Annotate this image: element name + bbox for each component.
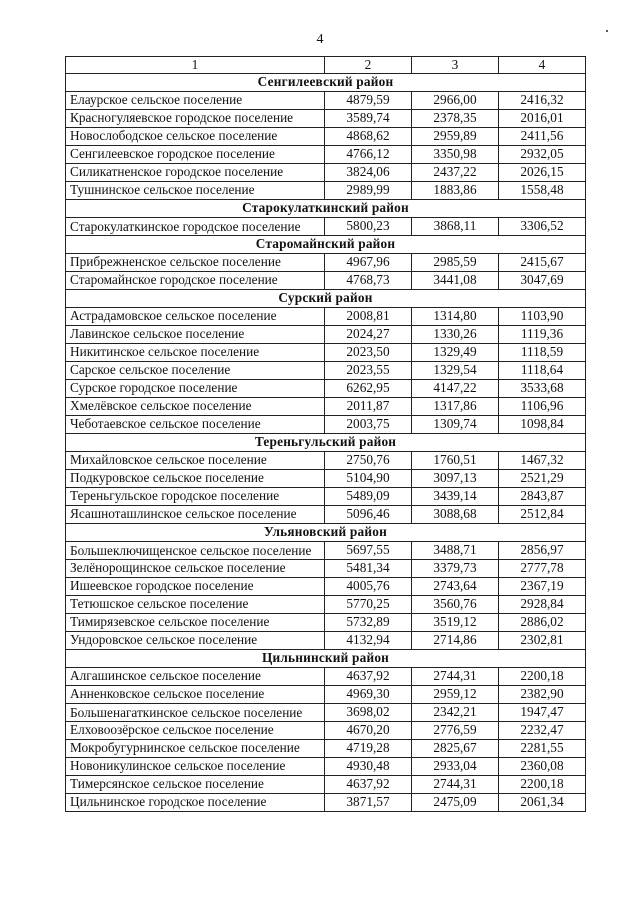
value-col-4-cell: 1558,48 xyxy=(499,182,586,200)
value-col-4-cell: 2281,55 xyxy=(499,740,586,758)
value-col-2-cell: 3871,57 xyxy=(325,794,412,812)
table-row xyxy=(66,452,586,470)
settlement-name-cell: Новоникулинское сельское поселение xyxy=(66,758,325,776)
value-col-4-cell: 1118,59 xyxy=(499,344,586,362)
table-row xyxy=(66,182,586,200)
table-row xyxy=(66,686,586,704)
value-col-2-cell: 4868,62 xyxy=(325,128,412,146)
value-col-4-cell: 2016,01 xyxy=(499,110,586,128)
value-col-3-cell: 2342,21 xyxy=(412,704,499,722)
value-col-2-cell: 4879,59 xyxy=(325,92,412,110)
value-col-4-cell: 2512,84 xyxy=(499,506,586,524)
section-title: Сенгилеевский район xyxy=(66,74,586,92)
settlement-name-cell: Цильнинское городское поселение xyxy=(66,794,325,812)
table-row xyxy=(66,488,586,506)
value-col-2-cell: 5770,25 xyxy=(325,596,412,614)
value-col-3-cell: 1883,86 xyxy=(412,182,499,200)
table-row xyxy=(66,218,586,236)
table-row xyxy=(66,740,586,758)
value-col-3-cell: 3097,13 xyxy=(412,470,499,488)
section-header-row xyxy=(66,200,586,218)
section-title: Старокулаткинский район xyxy=(66,200,586,218)
table-row xyxy=(66,92,586,110)
table-row xyxy=(66,470,586,488)
value-col-4-cell: 2232,47 xyxy=(499,722,586,740)
value-col-3-cell: 2714,86 xyxy=(412,632,499,650)
value-col-2-cell: 4967,96 xyxy=(325,254,412,272)
value-col-4-cell: 3306,52 xyxy=(499,218,586,236)
value-col-3-cell: 3439,14 xyxy=(412,488,499,506)
value-col-2-cell: 4719,28 xyxy=(325,740,412,758)
column-number-1: 1 xyxy=(66,57,325,74)
value-col-3-cell: 3488,71 xyxy=(412,542,499,560)
value-col-3-cell: 2985,59 xyxy=(412,254,499,272)
value-col-2-cell: 5489,09 xyxy=(325,488,412,506)
settlement-name-cell: Лавинское сельское поселение xyxy=(66,326,325,344)
value-col-2-cell: 4005,76 xyxy=(325,578,412,596)
settlement-name-cell: Анненковское сельское поселение xyxy=(66,686,325,704)
value-col-4-cell: 2843,87 xyxy=(499,488,586,506)
table-row xyxy=(66,722,586,740)
value-col-2-cell: 5096,46 xyxy=(325,506,412,524)
value-col-4-cell: 2416,32 xyxy=(499,92,586,110)
table-row xyxy=(66,110,586,128)
value-col-2-cell: 2011,87 xyxy=(325,398,412,416)
settlement-name-cell: Силикатненское городское поселение xyxy=(66,164,325,182)
value-col-3-cell: 2378,35 xyxy=(412,110,499,128)
table-row xyxy=(66,146,586,164)
value-col-4-cell: 2411,56 xyxy=(499,128,586,146)
value-col-2-cell: 2750,76 xyxy=(325,452,412,470)
value-col-2-cell: 5104,90 xyxy=(325,470,412,488)
table-row xyxy=(66,164,586,182)
table-row xyxy=(66,344,586,362)
table-row xyxy=(66,632,586,650)
value-col-2-cell: 4969,30 xyxy=(325,686,412,704)
table-row xyxy=(66,380,586,398)
table-row xyxy=(66,326,586,344)
value-col-2-cell: 4637,92 xyxy=(325,668,412,686)
settlement-name-cell: Сенгилеевское городское поселение xyxy=(66,146,325,164)
value-col-3-cell: 2776,59 xyxy=(412,722,499,740)
section-header-row xyxy=(66,74,586,92)
value-col-2-cell: 2989,99 xyxy=(325,182,412,200)
value-col-4-cell: 2886,02 xyxy=(499,614,586,632)
value-col-3-cell: 2959,12 xyxy=(412,686,499,704)
table-row xyxy=(66,578,586,596)
column-number-row xyxy=(66,57,586,74)
value-col-4-cell: 1106,96 xyxy=(499,398,586,416)
settlement-name-cell: Зелёнорощинское сельское поселение xyxy=(66,560,325,578)
value-col-3-cell: 2933,04 xyxy=(412,758,499,776)
settlement-name-cell: Елаурское сельское поселение xyxy=(66,92,325,110)
value-col-3-cell: 1329,54 xyxy=(412,362,499,380)
settlement-name-cell: Новослободское сельское поселение xyxy=(66,128,325,146)
table-body xyxy=(66,57,586,812)
value-col-3-cell: 2743,64 xyxy=(412,578,499,596)
table-row xyxy=(66,704,586,722)
settlement-name-cell: Хмелёвское сельское поселение xyxy=(66,398,325,416)
value-col-3-cell: 1317,86 xyxy=(412,398,499,416)
value-col-4-cell: 2521,29 xyxy=(499,470,586,488)
settlement-name-cell: Сарское сельское поселение xyxy=(66,362,325,380)
settlement-name-cell: Михайловское сельское поселение xyxy=(66,452,325,470)
value-col-4-cell: 1118,64 xyxy=(499,362,586,380)
value-col-3-cell: 2825,67 xyxy=(412,740,499,758)
settlement-name-cell: Старокулаткинское городское поселение xyxy=(66,218,325,236)
value-col-2-cell: 6262,95 xyxy=(325,380,412,398)
table-row xyxy=(66,416,586,434)
value-col-3-cell: 2744,31 xyxy=(412,668,499,686)
settlement-name-cell: Тетюшское сельское поселение xyxy=(66,596,325,614)
table-row xyxy=(66,128,586,146)
settlement-name-cell: Ундоровское сельское поселение xyxy=(66,632,325,650)
value-col-2-cell: 2024,27 xyxy=(325,326,412,344)
value-col-4-cell: 2302,81 xyxy=(499,632,586,650)
column-number-2: 2 xyxy=(325,57,412,74)
value-col-3-cell: 1330,26 xyxy=(412,326,499,344)
value-col-4-cell: 1467,32 xyxy=(499,452,586,470)
table-row xyxy=(66,254,586,272)
value-col-2-cell: 4637,92 xyxy=(325,776,412,794)
value-col-3-cell: 2475,09 xyxy=(412,794,499,812)
value-col-4-cell: 1947,47 xyxy=(499,704,586,722)
section-title: Цильнинский район xyxy=(66,650,586,668)
settlement-name-cell: Никитинское сельское поселение xyxy=(66,344,325,362)
settlement-name-cell: Прибрежненское сельское поселение xyxy=(66,254,325,272)
value-col-2-cell: 2023,50 xyxy=(325,344,412,362)
value-col-4-cell: 2932,05 xyxy=(499,146,586,164)
value-col-3-cell: 1760,51 xyxy=(412,452,499,470)
table-row xyxy=(66,542,586,560)
stray-dot-mark xyxy=(606,30,608,32)
value-col-4-cell: 1103,90 xyxy=(499,308,586,326)
table-row xyxy=(66,362,586,380)
value-col-3-cell: 4147,22 xyxy=(412,380,499,398)
value-col-2-cell: 5800,23 xyxy=(325,218,412,236)
value-col-2-cell: 5697,55 xyxy=(325,542,412,560)
table-row xyxy=(66,272,586,290)
value-col-3-cell: 3560,76 xyxy=(412,596,499,614)
settlement-name-cell: Большеключищенское сельское поселение xyxy=(66,542,325,560)
settlement-name-cell: Старомайнское городское поселение xyxy=(66,272,325,290)
value-col-2-cell: 3824,06 xyxy=(325,164,412,182)
column-number-4: 4 xyxy=(499,57,586,74)
value-col-4-cell: 3047,69 xyxy=(499,272,586,290)
value-col-3-cell: 3379,73 xyxy=(412,560,499,578)
section-title: Старомайнский район xyxy=(66,236,586,254)
value-col-2-cell: 2003,75 xyxy=(325,416,412,434)
settlement-name-cell: Красногуляевское городское поселение xyxy=(66,110,325,128)
table-row xyxy=(66,668,586,686)
section-title: Ульяновский район xyxy=(66,524,586,542)
value-col-4-cell: 2061,34 xyxy=(499,794,586,812)
value-col-2-cell: 2023,55 xyxy=(325,362,412,380)
section-title: Тереньгульский район xyxy=(66,434,586,452)
value-col-3-cell: 3350,98 xyxy=(412,146,499,164)
value-col-4-cell: 2415,67 xyxy=(499,254,586,272)
value-col-4-cell: 2026,15 xyxy=(499,164,586,182)
settlement-name-cell: Большенагаткинское сельское поселение xyxy=(66,704,325,722)
settlement-name-cell: Тимирязевское сельское поселение xyxy=(66,614,325,632)
page-number: 4 xyxy=(316,32,324,47)
value-col-4-cell: 2928,84 xyxy=(499,596,586,614)
settlement-name-cell: Сурское городское поселение xyxy=(66,380,325,398)
value-col-3-cell: 2744,31 xyxy=(412,776,499,794)
settlement-name-cell: Чеботаевское сельское поселение xyxy=(66,416,325,434)
value-col-4-cell: 2777,78 xyxy=(499,560,586,578)
table-row xyxy=(66,308,586,326)
column-number-3: 3 xyxy=(412,57,499,74)
value-col-3-cell: 1309,74 xyxy=(412,416,499,434)
table-row xyxy=(66,758,586,776)
value-col-4-cell: 2200,18 xyxy=(499,776,586,794)
value-col-4-cell: 2200,18 xyxy=(499,668,586,686)
settlement-name-cell: Елховоозёрское сельское поселение xyxy=(66,722,325,740)
value-col-2-cell: 3589,74 xyxy=(325,110,412,128)
value-col-2-cell: 3698,02 xyxy=(325,704,412,722)
settlement-name-cell: Ясашноташлинское сельское поселение xyxy=(66,506,325,524)
value-col-4-cell: 2367,19 xyxy=(499,578,586,596)
value-col-3-cell: 3519,12 xyxy=(412,614,499,632)
data-table xyxy=(65,56,586,812)
settlement-name-cell: Тимерсянское сельское поселение xyxy=(66,776,325,794)
value-col-4-cell: 3533,68 xyxy=(499,380,586,398)
table-row xyxy=(66,398,586,416)
section-header-row xyxy=(66,524,586,542)
table-row xyxy=(66,560,586,578)
section-header-row xyxy=(66,650,586,668)
section-header-row xyxy=(66,434,586,452)
value-col-2-cell: 4930,48 xyxy=(325,758,412,776)
settlement-name-cell: Мокробугурнинское сельское поселение xyxy=(66,740,325,758)
value-col-3-cell: 3868,11 xyxy=(412,218,499,236)
section-header-row xyxy=(66,290,586,308)
section-title: Сурский район xyxy=(66,290,586,308)
value-col-4-cell: 2360,08 xyxy=(499,758,586,776)
value-col-3-cell: 2437,22 xyxy=(412,164,499,182)
settlement-name-cell: Тереньгульское городское поселение xyxy=(66,488,325,506)
table-row xyxy=(66,614,586,632)
value-col-2-cell: 5732,89 xyxy=(325,614,412,632)
value-col-3-cell: 1329,49 xyxy=(412,344,499,362)
value-col-3-cell: 2959,89 xyxy=(412,128,499,146)
table-row xyxy=(66,506,586,524)
value-col-2-cell: 4768,73 xyxy=(325,272,412,290)
table-row xyxy=(66,596,586,614)
value-col-4-cell: 2382,90 xyxy=(499,686,586,704)
value-col-4-cell: 1098,84 xyxy=(499,416,586,434)
value-col-3-cell: 2966,00 xyxy=(412,92,499,110)
settlement-name-cell: Тушнинское сельское поселение xyxy=(66,182,325,200)
value-col-4-cell: 2856,97 xyxy=(499,542,586,560)
settlement-name-cell: Ишеевское городское поселение xyxy=(66,578,325,596)
value-col-4-cell: 1119,36 xyxy=(499,326,586,344)
section-header-row xyxy=(66,236,586,254)
settlement-name-cell: Подкуровское сельское поселение xyxy=(66,470,325,488)
value-col-2-cell: 4766,12 xyxy=(325,146,412,164)
value-col-3-cell: 3088,68 xyxy=(412,506,499,524)
value-col-2-cell: 4132,94 xyxy=(325,632,412,650)
value-col-3-cell: 3441,08 xyxy=(412,272,499,290)
table-row xyxy=(66,776,586,794)
settlement-name-cell: Алгашинское сельское поселение xyxy=(66,668,325,686)
settlement-name-cell: Астрадамовское сельское поселение xyxy=(66,308,325,326)
value-col-2-cell: 5481,34 xyxy=(325,560,412,578)
table-row xyxy=(66,794,586,812)
value-col-2-cell: 4670,20 xyxy=(325,722,412,740)
value-col-3-cell: 1314,80 xyxy=(412,308,499,326)
value-col-2-cell: 2008,81 xyxy=(325,308,412,326)
